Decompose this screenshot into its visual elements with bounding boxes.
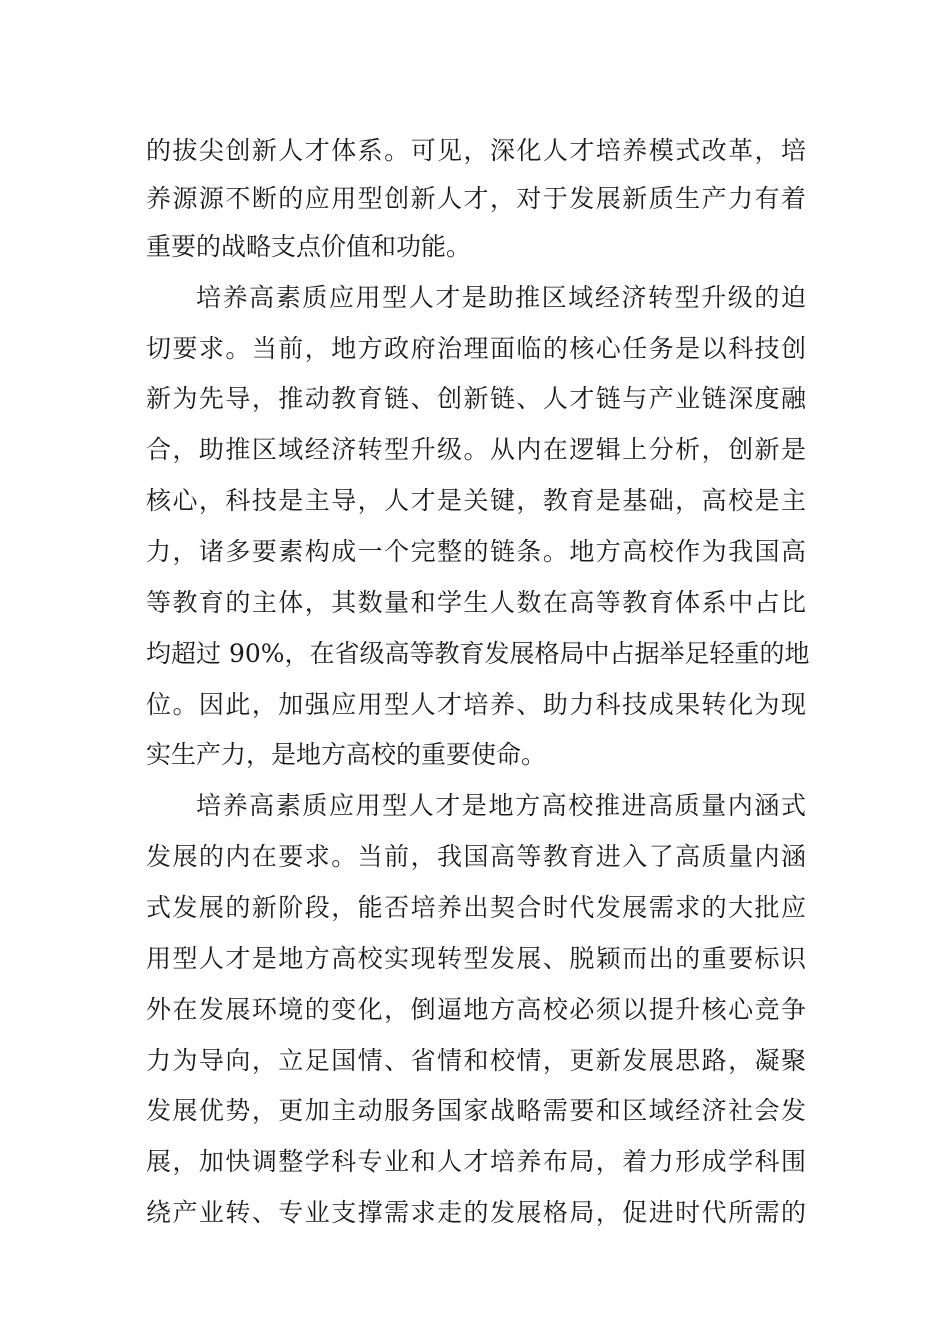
- paragraph-first-line: 培养高素质应用型人才是地方高校推进高质量内涵式: [196, 791, 806, 820]
- text-line: 新为先导，推动教育链、创新链、人才链与产业链深度融: [146, 384, 806, 413]
- text-line: 养源源不断的应用型创新人才，对于发展新质生产力有着: [146, 184, 806, 213]
- text-line: 等教育的主体，其数量和学生人数在高等教育体系中占比: [146, 588, 806, 617]
- text-line: 力为导向，立足国情、省情和校情，更新发展思路，凝聚: [146, 1046, 806, 1075]
- text-line: 位。因此，加强应用型人才培养、助力科技成果转化为现: [146, 690, 806, 719]
- text-line: 发展的内在要求。当前，我国高等教育进入了高质量内涵: [146, 842, 806, 871]
- text-line: 的拔尖创新人才体系。可见，深化人才培养模式改革，培: [146, 136, 806, 165]
- text-line: 力，诸多要素构成一个完整的链条。地方高校作为我国高: [146, 537, 806, 566]
- text-line: 均超过 90%，在省级高等教育发展格局中占据举足轻重的地: [146, 639, 810, 668]
- text-line: 外在发展环境的变化，倒逼地方高校必须以提升核心竞争: [146, 995, 806, 1024]
- text-line: 展，加快调整学科专业和人才培养布局，着力形成学科围: [146, 1147, 806, 1176]
- text-line: 绕产业转、专业支撑需求走的发展格局，促进时代所需的: [146, 1198, 806, 1227]
- text-line: 用型人才是地方高校实现转型发展、脱颖而出的重要标识: [146, 944, 806, 973]
- paragraph-first-line: 培养高素质应用型人才是助推区域经济转型升级的迫: [196, 283, 806, 312]
- text-line: 重要的战略支点价值和功能。: [146, 232, 472, 261]
- text-line: 切要求。当前，地方政府治理面临的核心任务是以科技创: [146, 334, 806, 363]
- text-line: 合，助推区域经济转型升级。从内在逻辑上分析，创新是: [146, 435, 806, 464]
- text-line: 发展优势，更加主动服务国家战略需要和区域经济社会发: [146, 1096, 806, 1125]
- text-line: 实生产力，是地方高校的重要使命。: [146, 740, 547, 769]
- text-line: 式发展的新阶段，能否培养出契合时代发展需求的大批应: [146, 893, 806, 922]
- text-line: 核心，科技是主导，人才是关键，教育是基础，高校是主: [146, 486, 806, 515]
